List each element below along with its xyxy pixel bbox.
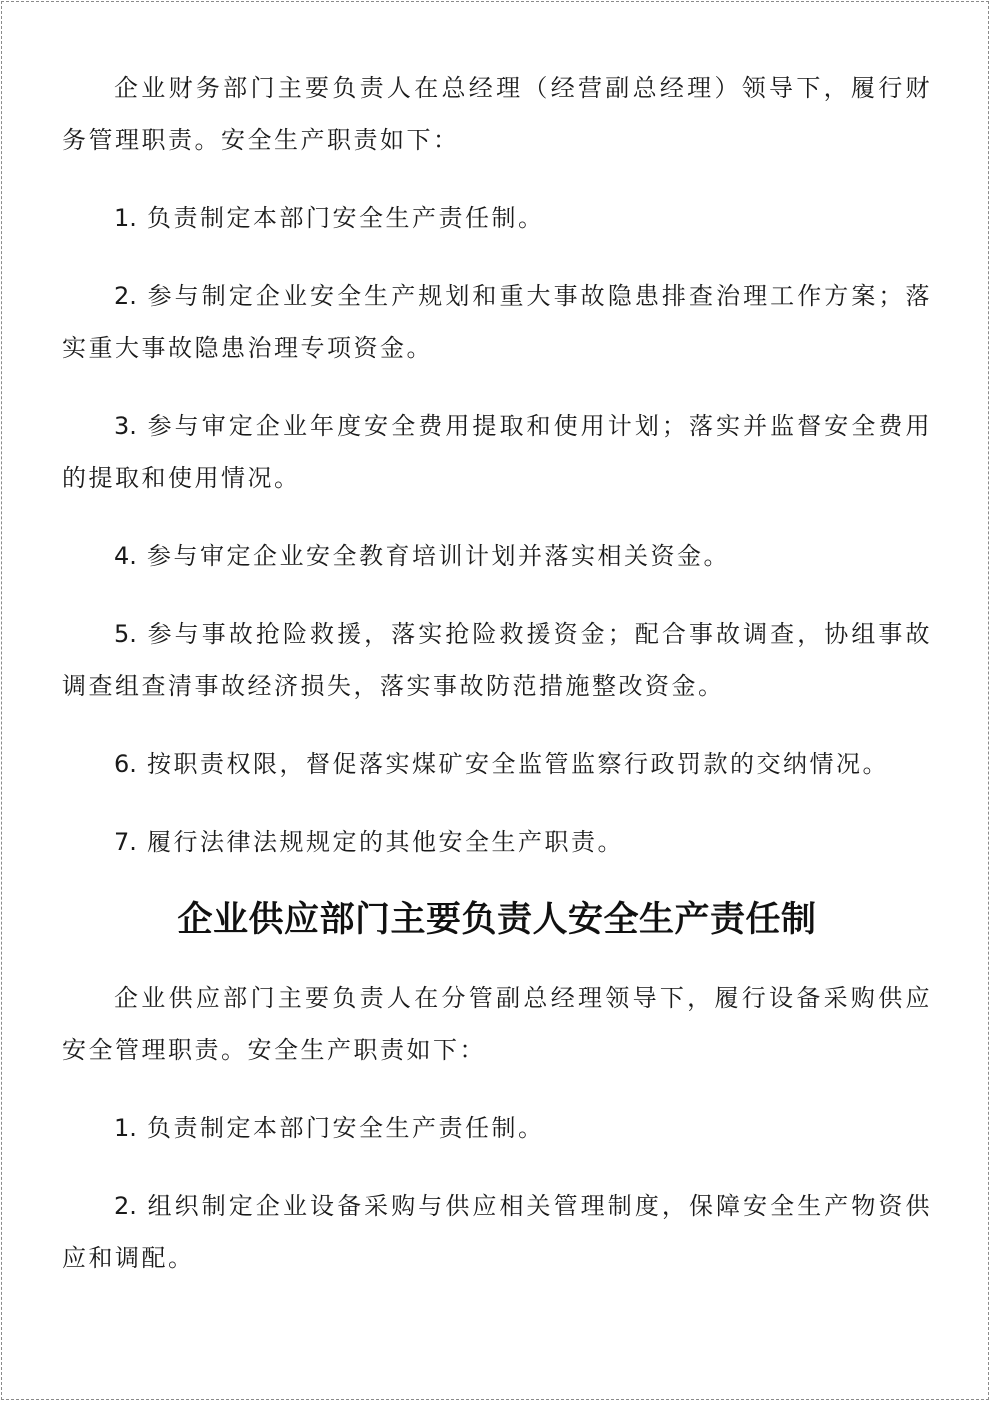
item-number: 2. <box>114 282 137 310</box>
item-text: 参与制定企业安全生产规划和重大事故隐患排查治理工作方案；落实重大事故隐患治理专项资金。 <box>62 282 932 362</box>
item-text: 履行法律法规规定的其他安全生产职责。 <box>136 828 625 856</box>
section1-item-3 <box>62 400 932 504</box>
item-number: 3. <box>114 412 137 440</box>
item-number: 5. <box>114 620 137 648</box>
item-text: 组织制定企业设备采购与供应相关管理制度，保障安全生产物资供应和调配。 <box>62 1192 932 1272</box>
section2-item-2 <box>62 1180 932 1284</box>
section1-intro: 企业财务部门主要负责人在总经理（经营副总经理）领导下，履行财务管理职责。安全生产职责如下： <box>62 74 932 154</box>
section1-item-7 <box>62 816 932 868</box>
section1-item-4 <box>62 530 932 582</box>
section1-item-2 <box>62 270 932 374</box>
section1-item-6 <box>62 738 932 790</box>
item-number: 4. <box>114 542 137 570</box>
section1-item-5 <box>62 608 932 712</box>
item-text: 负责制定本部门安全生产责任制。 <box>136 204 545 232</box>
item-number: 6. <box>114 750 137 778</box>
item-text: 参与审定企业年度安全费用提取和使用计划；落实并监督安全费用的提取和使用情况。 <box>62 412 932 492</box>
section2-title: 企业供应部门主要负责人安全生产责任制 <box>177 900 817 940</box>
item-text: 参与审定企业安全教育培训计划并落实相关资金。 <box>136 542 731 570</box>
section1-item-1 <box>62 192 932 244</box>
item-number: 2. <box>114 1192 137 1220</box>
item-text: 负责制定本部门安全生产责任制。 <box>136 1114 545 1142</box>
item-text: 按职责权限，督促落实煤矿安全监管监察行政罚款的交纳情况。 <box>136 750 890 778</box>
document-body <box>62 62 932 1284</box>
section2-item-1 <box>62 1102 932 1154</box>
item-text: 参与事故抢险救援，落实抢险救援资金；配合事故调查，协组事故调查组查清事故经济损失，落实事故防范措施整改资金。 <box>62 620 932 700</box>
item-number: 1. <box>114 204 137 232</box>
section2-intro: 企业供应部门主要负责人在分管副总经理领导下，履行设备采购供应安全管理职责。安全生产职责如下： <box>62 984 932 1064</box>
item-number: 7. <box>114 828 137 856</box>
item-number: 1. <box>114 1114 137 1142</box>
